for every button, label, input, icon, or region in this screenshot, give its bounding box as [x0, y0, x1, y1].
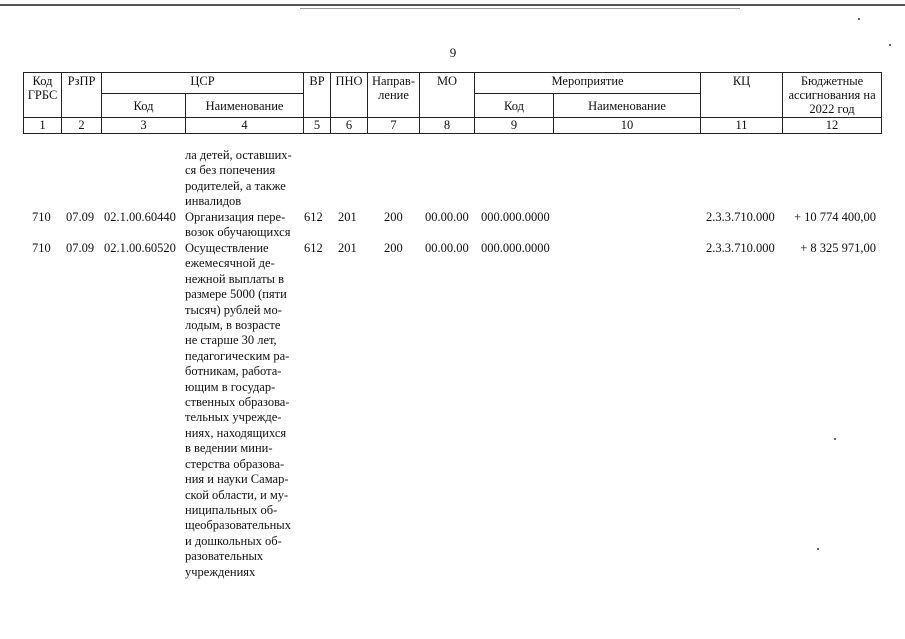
column-number: 8	[420, 118, 475, 134]
scan-speck	[889, 44, 891, 46]
column-number: 4	[186, 118, 304, 134]
scan-speck	[834, 438, 836, 440]
header-vr: ВР	[304, 73, 331, 118]
text-line: Осуществление	[185, 241, 269, 255]
header-event: Мероприятие	[475, 73, 701, 94]
text-line: тысяч) рублей мо-	[185, 302, 282, 317]
cell-csr-code: 02.1.00.60440	[104, 210, 176, 224]
text-line: инвалидов	[185, 194, 242, 209]
column-number: 6	[331, 118, 368, 134]
cell-csr-code: 02.1.00.60520	[104, 241, 176, 255]
text-line: Организация пере-	[185, 210, 286, 224]
column-number: 9	[475, 118, 554, 134]
column-number: 10	[554, 118, 701, 134]
text-line: ниципальных об-	[185, 502, 278, 517]
text-line: в ведении мини-	[185, 441, 273, 456]
text-line: ской области, и му-	[185, 487, 289, 502]
cell-csr-name	[185, 241, 298, 580]
header-event-code: Код	[475, 94, 554, 118]
cell-grbs: 710	[32, 210, 51, 224]
column-number: 2	[62, 118, 102, 134]
text-line: щеобразовательных	[185, 518, 291, 533]
cell-event-code: 000.000.0000	[481, 210, 550, 224]
header-mo: МО	[420, 73, 475, 118]
column-number: 7	[368, 118, 420, 134]
cell-grbs: 710	[32, 241, 51, 255]
text-line: ющим в государ-	[185, 379, 276, 394]
continuation-text	[185, 148, 298, 210]
text-line: ся без попечения	[185, 163, 276, 178]
header-grbs: Код ГРБС	[24, 73, 62, 118]
scan-speck	[858, 18, 860, 20]
top-border-line-secondary	[300, 8, 740, 9]
column-number: 12	[783, 118, 882, 134]
text-line: ла детей, оставших-	[185, 148, 292, 162]
header-rzpr: РзПР	[62, 73, 102, 118]
table-body	[0, 148, 905, 628]
text-line: возок обучающихся	[185, 225, 291, 240]
header-csr: ЦСР	[102, 73, 304, 94]
cell-kc: 2.3.3.710.000	[706, 241, 775, 255]
header-kc: КЦ	[701, 73, 783, 118]
header-csr-code: Код	[102, 94, 186, 118]
text-line: ботникам, работа-	[185, 364, 282, 379]
text-line: стерства образова-	[185, 456, 285, 471]
text-line: ственных образова-	[185, 395, 290, 410]
column-number: 11	[701, 118, 783, 134]
text-line: ежемесячной де-	[185, 256, 275, 271]
text-line: ния и науки Самар-	[185, 472, 289, 487]
text-line: разовательных	[185, 549, 264, 564]
cell-amount: + 10 774 400,00	[793, 210, 876, 224]
cell-vr: 612	[304, 241, 323, 255]
cell-rzpr: 07.09	[66, 241, 95, 255]
text-line: педагогическим ра-	[185, 348, 290, 363]
text-line: размере 5000 (пяти	[185, 287, 287, 302]
cell-amount: + 8 325 971,00	[800, 241, 876, 255]
budget-table-header	[23, 72, 882, 134]
cell-direction: 200	[384, 210, 403, 224]
text-line: нежной выплаты в	[185, 271, 284, 286]
page-number: 9	[449, 45, 457, 60]
column-number: 5	[304, 118, 331, 134]
cell-kc: 2.3.3.710.000	[706, 210, 775, 224]
header-budget: Бюджетные ассигнования на 2022 год	[783, 73, 882, 118]
top-border-line	[0, 4, 905, 6]
text-line: и дошкольных об-	[185, 533, 282, 548]
text-line: не старше 30 лет,	[185, 333, 277, 348]
column-number: 3	[102, 118, 186, 134]
header-csr-name: Наименование	[186, 94, 304, 118]
header-direction: Направ-ление	[368, 73, 420, 118]
cell-vr: 612	[304, 210, 323, 224]
cell-mo: 00.00.00	[425, 210, 469, 224]
text-line: учреждениях	[185, 564, 256, 579]
cell-rzpr: 07.09	[66, 210, 95, 224]
cell-pno: 201	[338, 241, 357, 255]
scan-speck	[817, 548, 819, 550]
text-line: тельных учрежде-	[185, 410, 282, 425]
cell-direction: 200	[384, 241, 403, 255]
text-line: ниях, находящихся	[185, 425, 287, 440]
cell-pno: 201	[338, 210, 357, 224]
cell-mo: 00.00.00	[425, 241, 469, 255]
text-line: родителей, а также	[185, 178, 286, 193]
header-event-name: Наименование	[554, 94, 701, 118]
column-number: 1	[24, 118, 62, 134]
cell-csr-name	[185, 210, 298, 241]
header-pno: ПНО	[331, 73, 368, 118]
text-line: лодым, в возрасте	[185, 318, 281, 333]
cell-event-code: 000.000.0000	[481, 241, 550, 255]
